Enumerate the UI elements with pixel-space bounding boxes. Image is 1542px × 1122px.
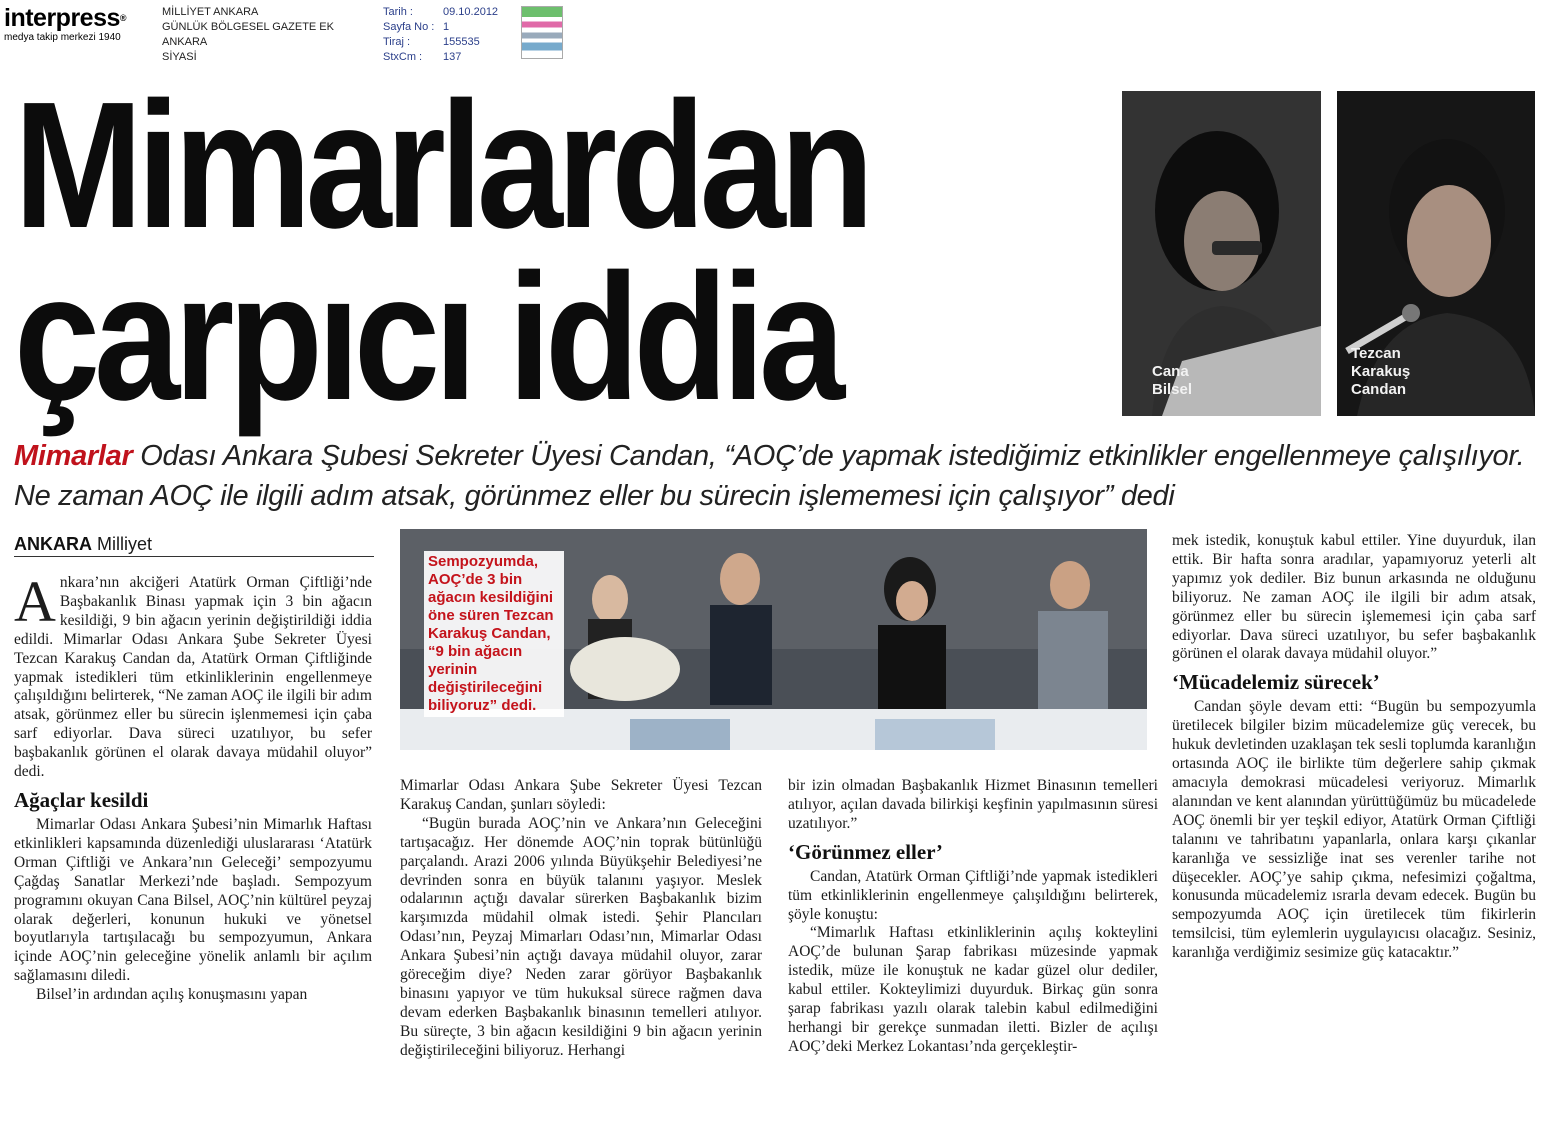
subhead-agaclar-kesildi: Ağaçlar kesildi <box>14 787 149 812</box>
meta-row-circulation <box>383 35 498 50</box>
intro-text: nkara’nın akciğeri Atatürk Orman Çiftliği’nde Başbakanlık Binası yapmak için 3 bin ağacın kesildiği, 9 bin ağacın yerinin değiştirildiği iddia edildi. Mimarlar Odası Ankara Şube Sekreter Üyesi Tezcan Karakuş Candan da, Atatürk Orman Çiftliğinde yapmak istedikleri tüm etkinliklerinin engellenmeye çalışıldığını belirterek, “Ne zaman AOÇ ile ilgili bir adım atsak, görünmez eller bu sürecin işlenmemesi için çaba sarf ediyorlar. Dava süreci uzatılıyor, bu sefer başbakanlık görünen el olarak davaya müdahil oluyor” dedi. <box>14 574 372 781</box>
paragraph: Bilsel’in ardından açılış konuşmasını yapan <box>36 986 308 1004</box>
article-deck <box>14 436 1536 516</box>
deck-lead-word: Mimarlar <box>14 440 133 472</box>
drop-cap: A <box>14 569 56 634</box>
meta-value: 09.10.2012 <box>443 6 499 18</box>
paragraph: “Mimarlık Haftası etkinliklerinin açılış kokteylini AOÇ’de bulunan Şarap fabrikası müzesinde yapmak istedik, müze ile konuştuk ne kadar güzel olur dediler, kabul ettiler. Kokteylimizi duyurduk. Birkaç gün sonra şarap fabrikası yazılı olarak talebin kabul edilmediğini herhangi bir gerekçe sunmadan iletti. Bizler de açılışı AOÇ’deki Merkez Lokantası’nda gerçekleştir- <box>788 924 1158 1055</box>
meta-row-page <box>383 20 498 35</box>
subhead-gorunmez-eller: ‘Görünmez eller’ <box>788 839 943 864</box>
publication-section: SİYASİ <box>162 51 197 63</box>
article-column-3 <box>788 777 1158 1057</box>
article-column-2 <box>400 777 762 1061</box>
headline-line-2: çarpıcı iddia <box>14 237 840 438</box>
photo-tezcan-karakus-candan <box>1337 91 1535 416</box>
intro-paragraph <box>14 569 372 782</box>
caption-line: Karakuş <box>1351 363 1411 380</box>
deck-text: Odası Ankara Şubesi Sekreter Üyesi Candan, “AOÇ’de yapmak istediğimiz etkinlikler engellenmeye çalışılıyor. Ne zaman AOÇ ile ilgili adım atsak, görünmez eller bu sürecin işlememesi için çalışıyor” dedi <box>14 440 1525 512</box>
logo-tagline: medya takip merkezi 1940 <box>4 32 121 43</box>
paragraph: Mimarlar Odası Ankara Şubesi’nin Mimarlık Haftası etkinlikleri kapsamında düzenlediği uluslararası ‘Atatürk Orman Çiftliği ve Ankara’nın Geleceği’ sempozyumu Çağdaş Sanatlar Merkezi’nde başladı. Sempozyum programını okuyan Cana Bilsel, AOÇ’nin kültürel peyzaj olarak değerleri, konunun hukuki ve yönetsel boyutlarıyla tartışılacağı bu sempozyumun, Ankara içinde AOÇ’nin geleceğine yönelik anlamlı bir açılım sağlamasını diledi. <box>14 815 372 985</box>
paragraph: Candan şöyle devam etti: “Bugün bu sempozyumla üretilecek bilgiler bizim mücadelemize güç verecek, bu hukuk devletinden uzaklaşan tek sesli toplumda karanlığın ortasında AOÇ ile birlikte tüm değerlere sahip çıkmak amacıyla demokrasi mücadelesi veriyoruz. Mimarlık alanından ve kent alanından yürüttüğümüz bu mücadelede AOÇ önemli bir yer teşkil ediyor, Atatürk Orman Çiftliği talanını ve tahribatını yapanlarla, onlara karşı çıkanlar karanlığa ve sessizliğe inat ses verenler tarihe not düşecekler. AOÇ’ye sahip çıkma, nefesimizi çoğaltma, konusunda mücadelemiz ısrarla devam edecek. Bugün bu sempozyumda AOÇ için üretilecek tüm fikirlerin temsilcisi, tüm eylemlerin uygulayıcısı olacağız. Sesiniz, karanlığa verdiğimiz sesimize güç katacaktır.” <box>1172 698 1536 962</box>
byline-city: ANKARA <box>14 534 92 554</box>
paragraph: bir izin olmadan Başbakanlık Hizmet Binasının temelleri atılıyor, açılan davada bilirkişi keşfinin yapılmasının süresi uzatılıyor.” <box>788 777 1158 832</box>
headline <box>14 65 960 438</box>
clipping-meta <box>383 5 498 65</box>
article-column-1 <box>14 569 372 1005</box>
meta-value: 155535 <box>443 36 480 48</box>
paragraph: mek istedik, konuştuk kabul ettiler. Yine duyurduk, ilan ettik. Bir hafta sonra aradılar, yapamıyoruz yeterli alt yapımız yok dediler. Biz bunun arkasında ne olduğunu biliyoruz. Ne zaman AOÇ ile ilgili bir adım atsak, görünmez eller bu sürecin işlememesi için çaba sarf ediyorlar. Dava süreci uzatılıyor, bu sefer başbakanlık görünen el olarak davaya müdahil oluyor.” <box>1172 532 1536 663</box>
meta-row-date <box>383 5 498 20</box>
photo-cana-bilsel <box>1122 91 1321 416</box>
publication-name: MİLLİYET ANKARA <box>162 6 259 18</box>
meta-label: Tiraj : <box>383 36 411 48</box>
symposium-photo-caption: Sempozyumda, AOÇ’de 3 bin ağacın kesildiğini öne süren Tezcan Karakuş Candan, “9 bin ağacın yerinin değiştirileceğini biliyoruz” dedi. <box>424 551 564 717</box>
paragraph: “Bugün burada AOÇ’nin ve Ankara’nın Geleceğini tartışacağız. Her dönemde AOÇ’nin toprak bütünlüğü parçalandı. Arazi 2006 yılında Büyükşehir Belediyesi’ne devrinden sonra en büyük talanını yaşıyor. Meslek odalarının açtığı davalar sürerken Başbakanlık bizim karşımızda müdahil olmak istedi. Şehir Plancıları Odası’nın, Peyzaj Mimarları Odası’nın, Mimarlar Odası Ankara Şubesi’nin açtığı davaya müdahil oluyor, zarar göreceğim diye? Neden zarar görüyor Başbakanlık binasını yapıyor ve tüm hukuksal sürece rağmen dava devam ederken Başbakanlık binasının temelleri atılıyor. Bu süreçte, 3 bin ağacın kesildiğini 9 bin ağacın yerinin değiştirileceğini biliyoruz. Herhangi <box>400 814 762 1059</box>
meta-value: 1 <box>443 21 450 33</box>
photo-caption-tezcan-karakus-candan <box>1351 345 1410 399</box>
meta-label: Tarih : <box>383 6 413 18</box>
byline <box>14 532 374 557</box>
headline-line-1: Mimarlardan <box>14 65 869 266</box>
caption-line: Bilsel <box>1152 381 1193 398</box>
publication-info <box>162 5 334 65</box>
interpress-logo <box>4 4 154 50</box>
meta-row-stxcm <box>383 50 498 65</box>
publication-type: GÜNLÜK BÖLGESEL GAZETE EK <box>162 21 334 33</box>
paragraph: Candan, Atatürk Orman Çiftliği’nde yapmak istedikleri tüm etkinliklerinin engellenmeye çalışıldığını belirterek, şöyle konuştu: <box>788 867 1158 923</box>
caption-line: Candan <box>1351 381 1407 398</box>
logo-text: interpress <box>4 4 120 32</box>
publication-city: ANKARA <box>162 36 208 48</box>
meta-label: Sayfa No : <box>383 21 435 33</box>
byline-source: Milliyet <box>97 534 153 554</box>
article-column-4 <box>1172 532 1536 963</box>
meta-value: 137 <box>443 51 462 63</box>
photo-caption-cana-bilsel <box>1152 363 1192 399</box>
paragraph: Mimarlar Odası Ankara Şube Sekreter Üyesi Tezcan Karakuş Candan, şunları söyledi: <box>400 777 762 813</box>
subhead-mucadelemiz-surecek: ‘Mücadelemiz sürecek’ <box>1172 670 1380 695</box>
page-thumbnail <box>521 6 563 59</box>
logo-registered-mark: ® <box>119 13 127 23</box>
caption-line: Cana <box>1152 363 1189 380</box>
meta-label: StxCm : <box>383 51 423 63</box>
caption-line: Tezcan <box>1351 345 1401 362</box>
